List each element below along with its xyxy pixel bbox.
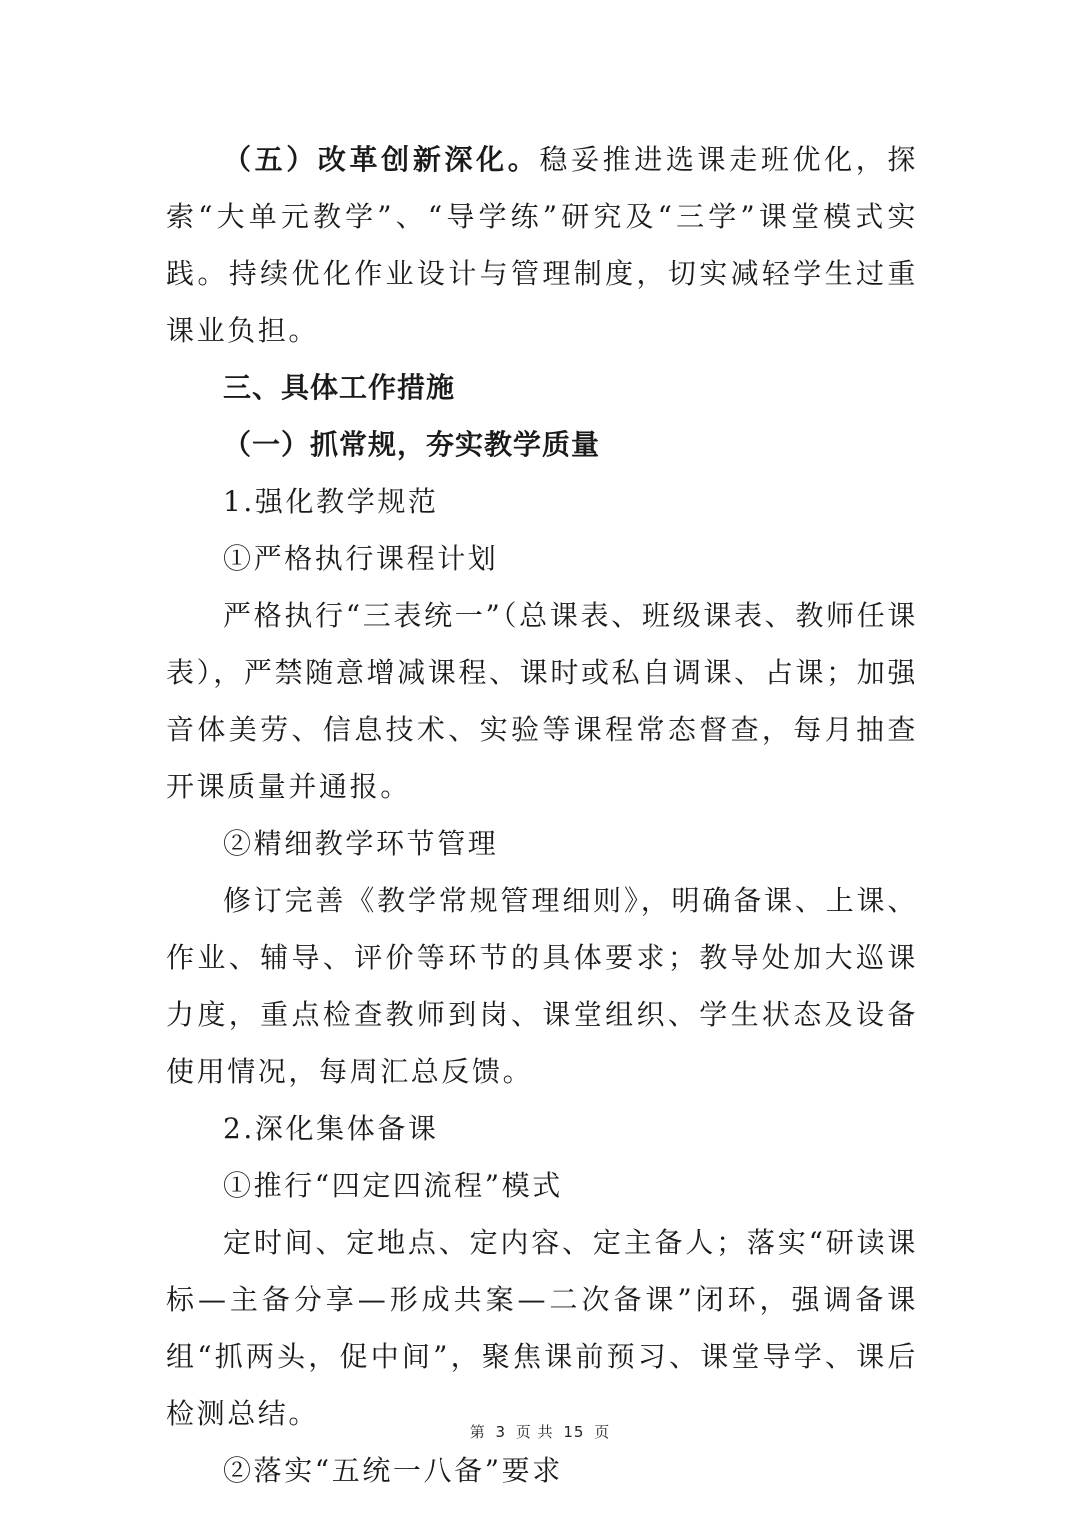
subsection-heading-routine: （一）抓常规，夯实教学质量 [223,428,601,461]
footer-middle: 页 共 [515,1423,554,1441]
document-body [166,131,918,1499]
item-heading-collective-prep: 2.深化集体备课 [223,1112,439,1145]
paragraph-four-fixed: 定时间、定地点、定内容、定主备人；落实“研读课标—主备分享—形成共案—二次备课”闭环，强调备课组“抓两头，促中间”，聚焦课前预习、课堂导学、课后检测总结。 [166,1226,918,1430]
item-heading-course-plan: ①严格执行课程计划 [223,542,499,575]
item-heading-teaching-links: ②精细教学环节管理 [223,827,499,860]
item-heading-four-fixed: ①推行“四定四流程”模式 [223,1169,563,1202]
paragraph-text: 稳妥推进选课走班优化，探索“大单元教学”、“导学练”研究及“三学”课堂模式实践。持续优化作业设计与管理制度，切实减轻学生过重课业负担。 [166,143,918,347]
paragraph-reform-innovation [166,131,918,359]
paragraph-lead-bold: （五）改革创新深化。 [223,143,540,176]
page-footer [0,1421,1080,1442]
item-heading-teaching-norms: 1.强化教学规范 [223,485,439,518]
paragraph-course-plan: 严格执行“三表统一”（总课表、班级课表、教师任课表），严禁随意增减课程、课时或私自调课、占课；加强音体美劳、信息技术、实验等课程常态督查，每月抽查开课质量并通报。 [166,599,918,803]
footer-prefix: 第 [469,1423,486,1441]
footer-current-page: 3 [495,1423,507,1441]
item-heading-five-unified: ②落实“五统一八备”要求 [223,1454,563,1487]
footer-total-pages: 15 [563,1423,585,1441]
paragraph-teaching-links: 修订完善《教学常规管理细则》，明确备课、上课、作业、辅导、评价等环节的具体要求；教导处加大巡课力度，重点检查教师到岗、课堂组织、学生状态及设备使用情况，每周汇总反馈。 [166,884,918,1088]
section-heading-specific-measures: 三、具体工作措施 [223,371,456,404]
footer-suffix: 页 [594,1423,611,1441]
